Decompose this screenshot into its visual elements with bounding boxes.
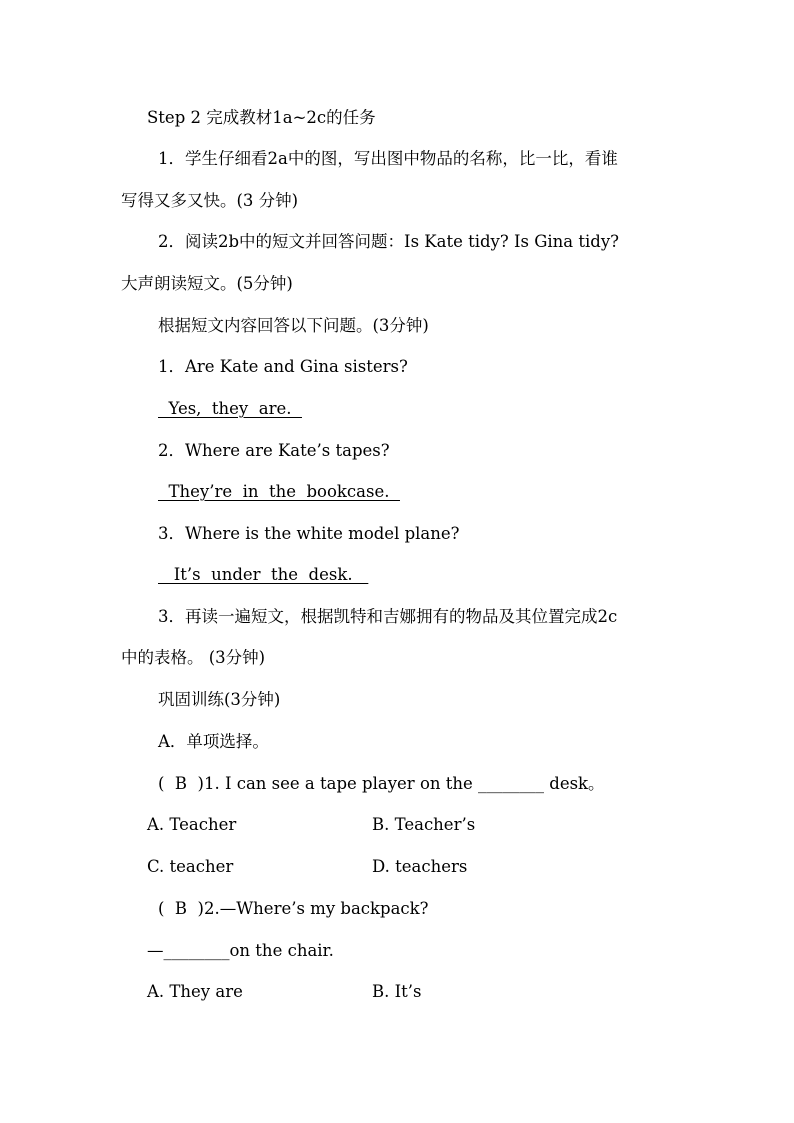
mc-question-2: ( B )2.—Where’s my backpack? [158,899,429,918]
task-3-line-1: 3．再读一遍短文，根据凯特和吉娜拥有的物品及其位置完成2c [158,607,618,626]
mc-1-option-b: B. Teacher’s [372,815,476,834]
answer-1: Yes, they are. [158,399,302,418]
task-3-line-2: 中的表格。 (3分钟) [121,648,266,667]
question-1: 1．Are Kate and Gina sisters? [158,357,408,376]
mc-2-blank-line: —________on the chair. [147,941,334,960]
answer-3: It’s under the desk. [158,565,369,584]
instruction: 根据短文内容回答以下问题。(3分钟) [158,316,429,335]
mc-question-1: ( B )1. I can see a tape player on the ________ desk。 [158,774,605,793]
mc-2-option-a: A. They are [147,982,243,1001]
practice-heading: 巩固训练(3分钟) [158,690,281,709]
step-heading: Step 2 完成教材1a~2c的任务 [147,108,376,127]
task-1-line-1: 1．学生仔细看2a中的图，写出图中物品的名称，比一比，看谁 [158,149,618,168]
task-1-line-2: 写得又多又快。(3 分钟) [121,191,299,210]
mc-1-option-d: D. teachers [372,857,468,876]
task-2-line-1: 2．阅读2b中的短文并回答问题：Is Kate tidy? Is Gina tidy? [158,232,620,251]
task-2-line-2: 大声朗读短文。(5分钟) [121,274,293,293]
mc-2-option-b: B. It’s [372,982,422,1001]
mc-1-option-c: C. teacher [147,857,234,876]
mc-1-option-a: A. Teacher [147,815,237,834]
question-2: 2．Where are Kate’s tapes? [158,441,390,460]
question-3: 3．Where is the white model plane? [158,524,460,543]
section-a-heading: A．单项选择。 [158,732,269,751]
answer-2: They’re in the bookcase. [158,482,400,501]
